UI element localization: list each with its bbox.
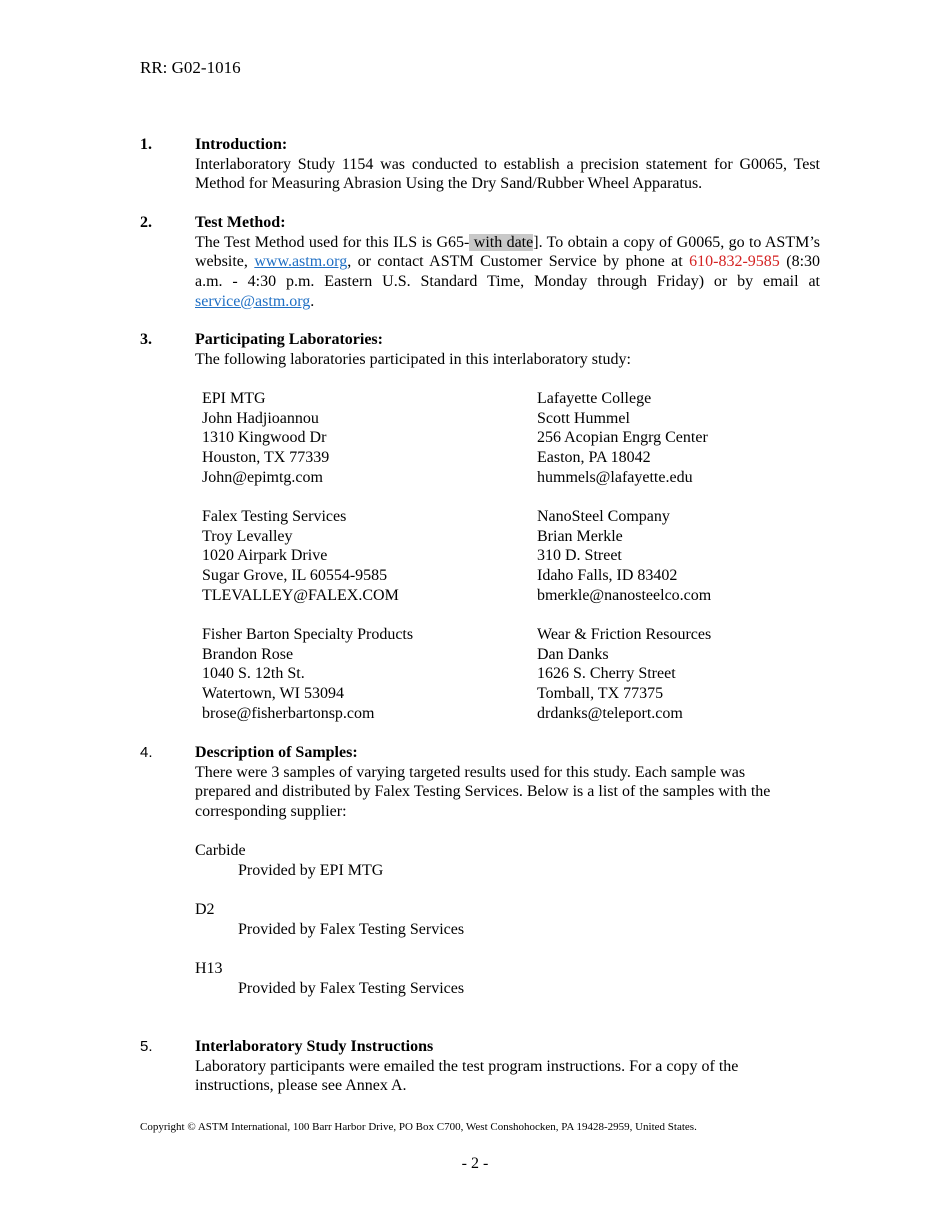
section-text: The Test Method used for this ILS is G65- with date]. To obtain a copy of G0065, go to ASTM’s website, www.astm.org, or contact ASTM Customer Service by phone at 610-832-9585 (8:30 a.m. - 4:30 p.m. Eastern U.S. Standard Time, Monday through Friday) or by email at service@astm.org. <box>195 233 821 310</box>
section-title: Test Method: <box>195 214 286 231</box>
section-introduction <box>140 135 820 194</box>
section-test-method <box>140 213 820 312</box>
sample-name: Carbide <box>195 842 246 859</box>
sample-item <box>195 841 383 880</box>
section-number: 2. <box>140 214 152 231</box>
website-link[interactable]: www.astm.org <box>254 253 348 271</box>
page-number: - 2 - <box>461 1155 489 1172</box>
section-text: There were 3 samples of varying targeted results used for this study. Each sample was prepared and distributed by Falex Testing Services. Below is a list of the samples with the corresponding supplier: <box>195 763 771 821</box>
lab-entry: Falex Testing Services Troy Levalley 1020 Airpark Drive Sugar Grove, IL 60554-9585 TLEVALLEY@FALEX.COM <box>202 508 399 604</box>
section-text: Interlaboratory Study 1154 was conducted to establish a precision statement for G0065, Test Method for Measuring Abrasion Using the Dry Sand/Rubber Wheel Apparatus. <box>195 155 820 193</box>
sample-item <box>195 900 464 939</box>
sample-name: H13 <box>195 960 223 977</box>
section-number: 5. <box>140 1038 153 1055</box>
section-number: 1. <box>140 136 152 153</box>
section-instructions <box>140 1037 795 1096</box>
highlighted-placeholder: with date <box>469 233 534 251</box>
sample-provider: Provided by Falex Testing Services <box>238 979 465 997</box>
lab-entry: Lafayette College Scott Hummel 256 Acopian Engrg Center Easton, PA 18042 hummels@lafayette.edu <box>537 390 708 486</box>
section-title: Participating Laboratories: <box>195 331 383 348</box>
section-title: Interlaboratory Study Instructions <box>195 1038 434 1055</box>
lab-entry: Fisher Barton Specialty Products Brandon Rose 1040 S. 12th St. Watertown, WI 53094 brose@fisherbartonsp.com <box>202 626 414 722</box>
sample-name: D2 <box>195 901 215 918</box>
phone-number: 610-832-9585 <box>689 253 780 271</box>
email-link[interactable]: service@astm.org <box>195 292 311 310</box>
section-participating-labs <box>140 330 820 369</box>
section-title: Description of Samples: <box>195 744 358 761</box>
lab-entry: EPI MTG John Hadjioannou 1310 Kingwood Dr Houston, TX 77339 John@epimtg.com <box>202 390 330 486</box>
section-text: Laboratory participants were emailed the test program instructions. For a copy of the instructions, please see Annex A. <box>195 1057 739 1095</box>
section-number: 4. <box>140 744 153 761</box>
copyright-footer: Copyright © ASTM International, 100 Barr Harbor Drive, PO Box C700, West Conshohocken, PA 19428-2959, United States. <box>140 1121 697 1133</box>
sample-item <box>195 959 464 998</box>
sample-provider: Provided by Falex Testing Services <box>238 920 465 938</box>
section-number: 3. <box>140 331 152 348</box>
lab-entry: NanoSteel Company Brian Merkle 310 D. Street Idaho Falls, ID 83402 bmerkle@nanosteelco.com <box>537 508 712 604</box>
section-title: Introduction: <box>195 136 288 153</box>
document-id: RR: G02-1016 <box>140 58 241 77</box>
section-intro: The following laboratories participated in this interlaboratory study: <box>195 350 631 368</box>
lab-entry: Wear & Friction Resources Dan Danks 1626 S. Cherry Street Tomball, TX 77375 drdanks@teleport.com <box>537 626 712 722</box>
sample-provider: Provided by EPI MTG <box>238 861 384 879</box>
section-samples <box>140 743 795 822</box>
